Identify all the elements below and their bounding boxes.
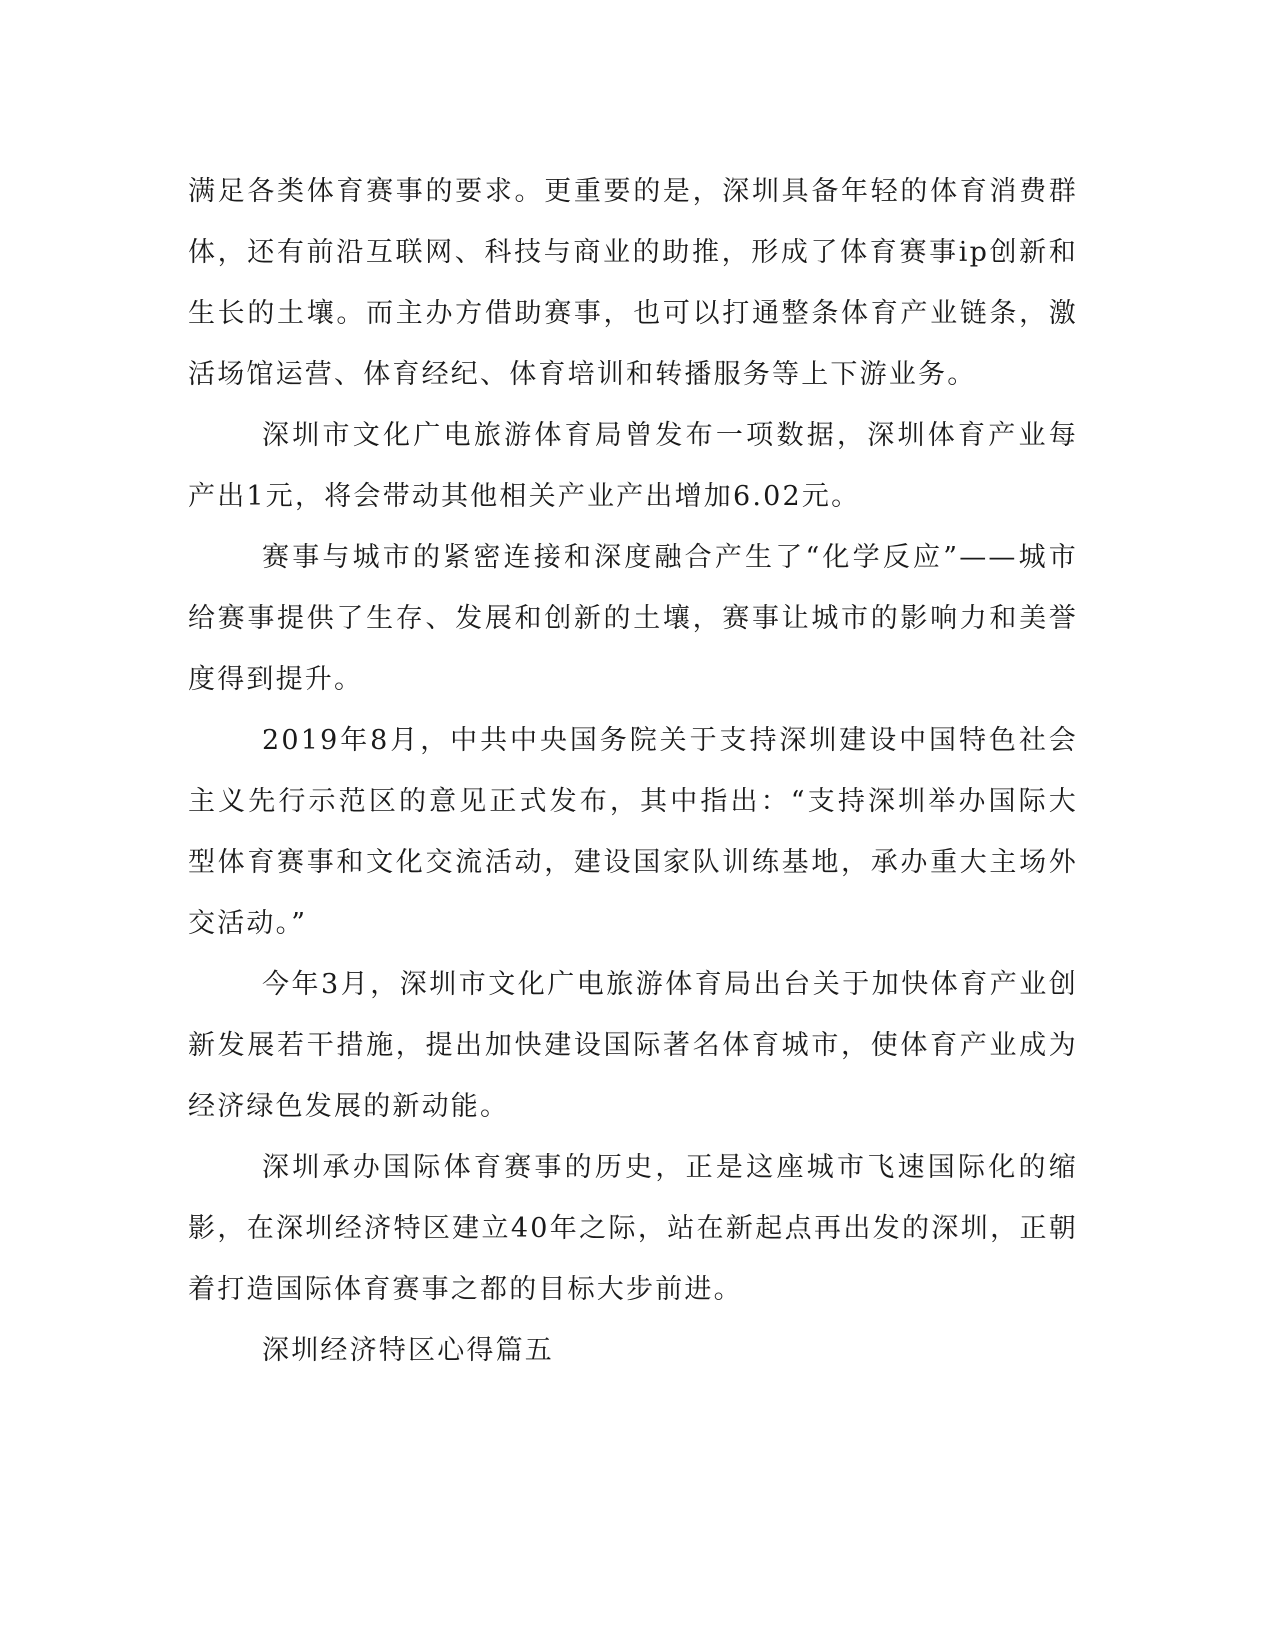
paragraph-measures-march: 今年3月，深圳市文化广电旅游体育局出台关于加快体育产业创新发展若干措施，提出加快建设国际著名体育城市，使体育产业成为经济绿色发展的新动能。: [188, 969, 1078, 1122]
document-body: [188, 161, 1078, 1381]
section-heading: 深圳经济特区心得篇五: [262, 1335, 554, 1366]
paragraph-chemical-reaction: 赛事与城市的紧密连接和深度融合产生了“化学反应”——城市给赛事提供了生存、发展和创新的土壤，赛事让城市的影响力和美誉度得到提升。: [188, 542, 1078, 695]
paragraph-industry-data: 深圳市文化广电旅游体育局曾发布一项数据，深圳体育产业每产出1元，将会带动其他相关产业产出增加6.02元。: [188, 420, 1078, 512]
paragraph-continuation: 满足各类体育赛事的要求。更重要的是，深圳具备年轻的体育消费群体，还有前沿互联网、科技与商业的助推，形成了体育赛事ip创新和生长的土壤。而主办方借助赛事，也可以打通整条体育产业链条，激活场馆运营、体育经纪、体育培训和转播服务等上下游业务。: [188, 176, 1078, 390]
paragraph-history: 深圳承办国际体育赛事的历史，正是这座城市飞速国际化的缩影，在深圳经济特区建立40年之际，站在新起点再出发的深圳，正朝着打造国际体育赛事之都的目标大步前进。: [188, 1152, 1078, 1305]
paragraph-policy-2019: 2019年8月，中共中央国务院关于支持深圳建设中国特色社会主义先行示范区的意见正式发布，其中指出：“支持深圳举办国际大型体育赛事和文化交流活动，建设国家队训练基地，承办重大主场外交活动。”: [188, 725, 1078, 939]
